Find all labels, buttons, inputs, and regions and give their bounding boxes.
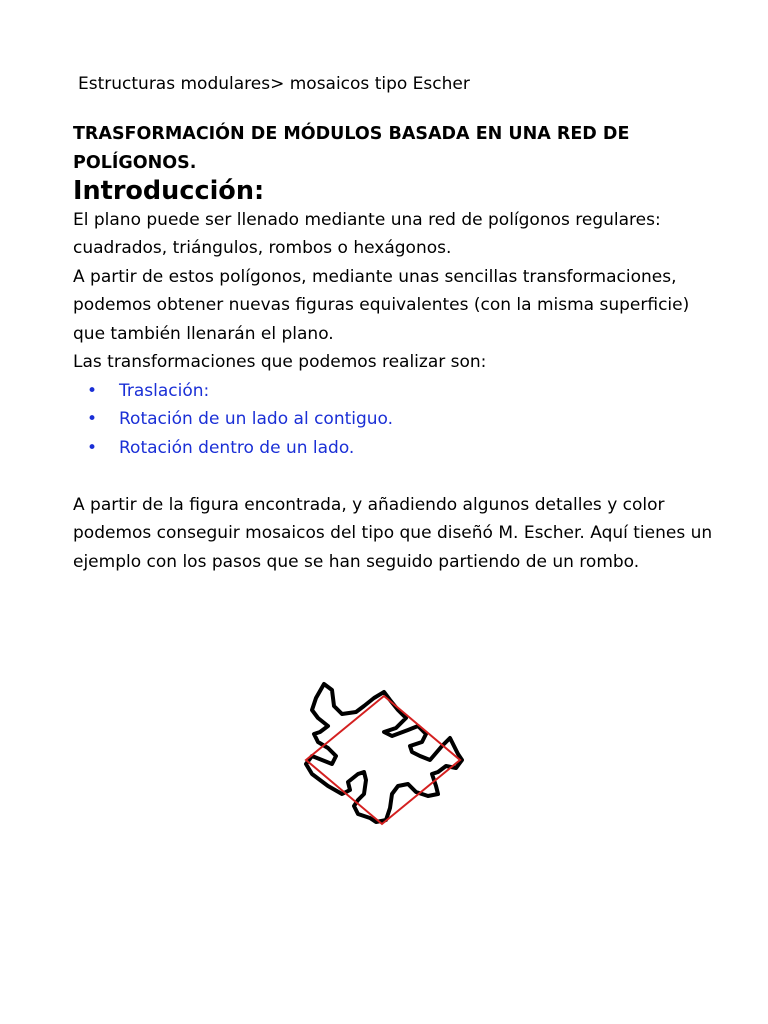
list-item-traslacion[interactable] [73, 377, 713, 406]
intro-heading: Introducción: [73, 176, 265, 206]
document-body [73, 120, 713, 576]
transformations-list [73, 377, 713, 463]
list-item-rotacion-contiguo[interactable] [73, 405, 713, 434]
list-item-label[interactable]: Rotación dentro de un lado. [119, 437, 355, 458]
paragraph-plane-filling: El plano puede ser llenado mediante una red de polígonos regulares: cuadrados, triángulos, rombos o hexágonos. [73, 209, 661, 258]
page-title: TRASFORMACIÓN DE MÓDULOS BASADA EN UNA RED DE POLÍGONOS. [73, 124, 630, 173]
paragraph-closing: A partir de la figura encontrada, y añadiendo algunos detalles y color podemos conseguir mosaicos del tipo que diseñó M. Escher. Aquí tienes un ejemplo con los pasos que se han seguido partiendo de un rombo. [73, 494, 713, 572]
escher-rhombus-tile-icon [298, 676, 470, 828]
bullet-icon: • [87, 409, 98, 429]
escher-tile-figure [298, 676, 470, 828]
breadcrumb: Estructuras modulares> mosaicos tipo Escher [78, 74, 470, 94]
list-item-label[interactable]: Rotación de un lado al contiguo. [119, 409, 394, 429]
bullet-icon: • [87, 380, 98, 401]
escher-module-outline [306, 684, 462, 822]
paragraph-transformations: A partir de estos polígonos, mediante unas sencillas transformaciones, podemos obtener nuevas figuras equivalentes (con la misma superficie) que también llenarán el plano. [73, 266, 690, 344]
list-item-rotacion-dentro[interactable] [73, 434, 713, 463]
bullet-icon: • [87, 437, 98, 458]
paragraph-spacer [73, 462, 713, 491]
list-item-label[interactable]: Traslación: [119, 380, 210, 401]
paragraph-list-intro: Las transformaciones que podemos realizar son: [73, 352, 487, 372]
rhombus-outline [306, 696, 460, 824]
